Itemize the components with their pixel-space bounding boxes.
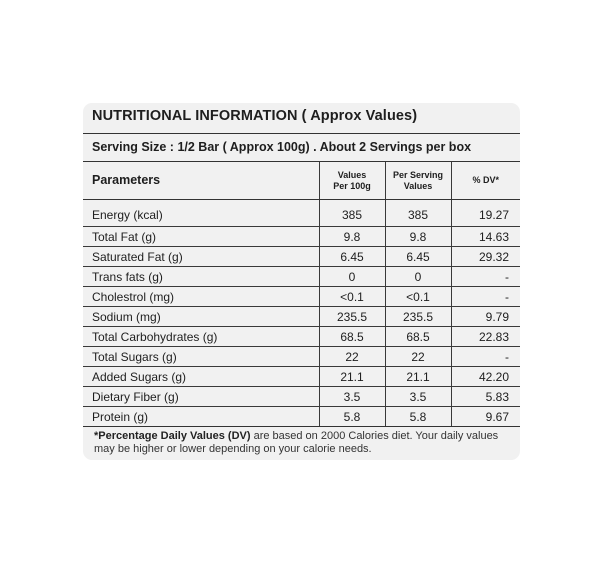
nutrient-name: Added Sugars (g) <box>83 367 319 387</box>
nutrition-table <box>83 162 520 427</box>
table-row <box>83 307 520 327</box>
value-per-serving: 0 <box>385 267 451 287</box>
nutrient-name: Sodium (mg) <box>83 307 319 327</box>
value-dv: 5.83 <box>451 387 520 407</box>
header-per-serving-line2: Values <box>403 180 433 191</box>
value-dv: 19.27 <box>451 200 520 227</box>
header-per-100g-line1: Values <box>337 169 367 180</box>
table-row <box>83 200 520 227</box>
header-per-100g <box>319 162 385 200</box>
table-row <box>83 407 520 427</box>
value-per-100g: 21.1 <box>319 367 385 387</box>
nutrient-name: Dietary Fiber (g) <box>83 387 319 407</box>
footnote <box>94 430 514 456</box>
value-dv: 22.83 <box>451 327 520 347</box>
value-per-serving: 5.8 <box>385 407 451 427</box>
value-per-100g: 385 <box>319 200 385 227</box>
value-per-100g: <0.1 <box>319 287 385 307</box>
serving-size: Serving Size : 1/2 Bar ( Approx 100g) . About 2 Servings per box <box>83 133 520 162</box>
value-per-100g: 5.8 <box>319 407 385 427</box>
value-per-serving: 3.5 <box>385 387 451 407</box>
table-row <box>83 247 520 267</box>
value-per-100g: 6.45 <box>319 247 385 267</box>
panel-title: NUTRITIONAL INFORMATION ( Approx Values) <box>92 108 418 124</box>
value-per-serving: 21.1 <box>385 367 451 387</box>
header-per-serving <box>385 162 451 200</box>
table-row <box>83 267 520 287</box>
value-per-100g: 3.5 <box>319 387 385 407</box>
table-row <box>83 327 520 347</box>
value-dv: - <box>451 347 520 367</box>
footnote-text: are based on 2000 Calories diet. Your daily values may be higher or lower depending on your calorie needs. <box>94 430 499 455</box>
table-row <box>83 287 520 307</box>
value-per-serving: 68.5 <box>385 327 451 347</box>
table-row <box>83 347 520 367</box>
header-parameters: Parameters <box>83 162 319 200</box>
header-row <box>83 162 520 200</box>
value-dv: 9.79 <box>451 307 520 327</box>
value-per-100g: 0 <box>319 267 385 287</box>
value-per-100g: 9.8 <box>319 227 385 247</box>
nutrient-name: Cholestrol (mg) <box>83 287 319 307</box>
value-dv: 29.32 <box>451 247 520 267</box>
nutrient-name: Total Carbohydrates (g) <box>83 327 319 347</box>
header-per-serving-line1: Per Serving <box>392 169 444 180</box>
value-dv: 42.20 <box>451 367 520 387</box>
table-row <box>83 227 520 247</box>
nutrient-name: Energy (kcal) <box>83 200 319 227</box>
table-row <box>83 367 520 387</box>
value-per-serving: 385 <box>385 200 451 227</box>
table-row <box>83 387 520 407</box>
nutrient-name: Protein (g) <box>83 407 319 427</box>
value-per-serving: 22 <box>385 347 451 367</box>
value-per-100g: 22 <box>319 347 385 367</box>
value-per-100g: 235.5 <box>319 307 385 327</box>
value-per-serving: 9.8 <box>385 227 451 247</box>
nutrition-panel <box>83 103 520 460</box>
value-per-100g: 68.5 <box>319 327 385 347</box>
value-dv: - <box>451 287 520 307</box>
header-dv: % DV* <box>451 162 520 200</box>
value-dv: 14.63 <box>451 227 520 247</box>
nutrient-name: Total Fat (g) <box>83 227 319 247</box>
nutrient-name: Total Sugars (g) <box>83 347 319 367</box>
value-per-serving: <0.1 <box>385 287 451 307</box>
value-dv: - <box>451 267 520 287</box>
value-per-serving: 235.5 <box>385 307 451 327</box>
header-per-100g-line2: Per 100g <box>333 180 371 191</box>
nutrient-name: Saturated Fat (g) <box>83 247 319 267</box>
nutrient-name: Trans fats (g) <box>83 267 319 287</box>
value-per-serving: 6.45 <box>385 247 451 267</box>
footnote-bold: *Percentage Daily Values (DV) <box>94 430 251 442</box>
value-dv: 9.67 <box>451 407 520 427</box>
